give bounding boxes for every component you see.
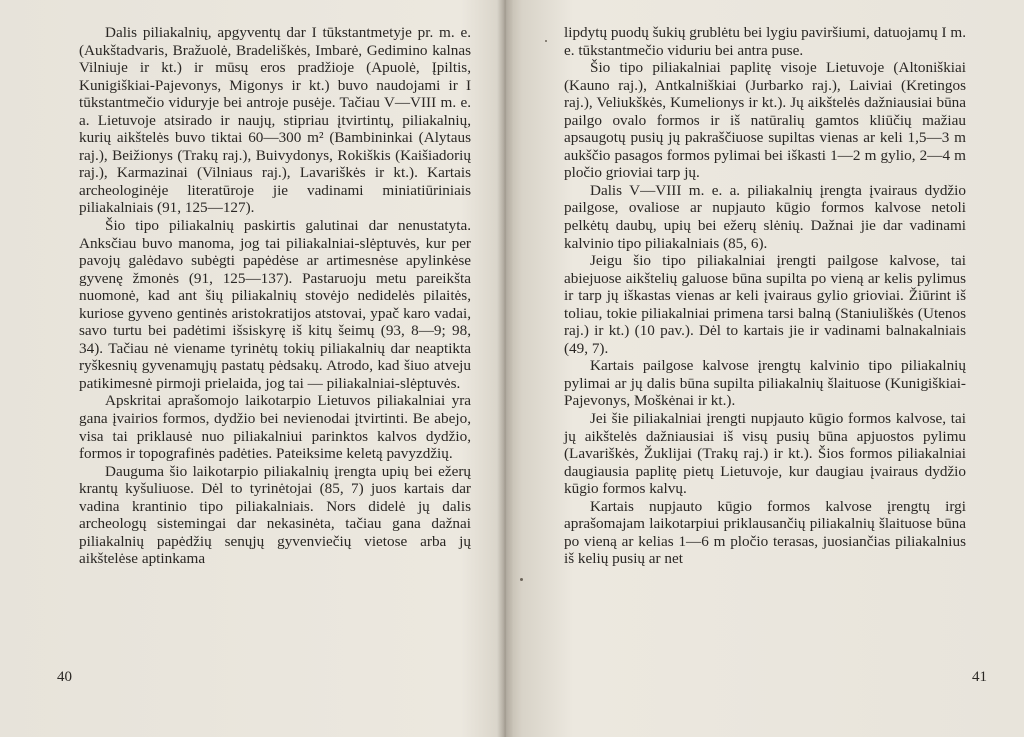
paragraph: Apskritai aprašomojo laikotarpio Lietuvos piliakalniai yra gana įvairios formos, dydžio bei nevienodai įtvirtinti. Be abejo, visa tai priklausė nuo piliakalniui parinktos kalvos dydžio, formos ir topografinės padėties. Pateiksime keletą pavyzdžių. [79,392,471,463]
paragraph: Dalis piliakalnių, apgyventų dar I tūkstantmetyje pr. m. e. (Aukštadvaris, Bražuolė, Bradeliškės, Imbarė, Gedimino kalnas Vilniuje ir kt.) ir mūsų eros pradžioje (Apuolė, Įpiltis, Kunigiškiai-Pajevonys, Migonys ir kt.) buvo naudojami ir I tūkstantmečio viduryje bei antroje pusėje. Tačiau V—VIII m. e. a. Lietuvoje atsirado ir naujų, stipriau įtvirtintų, piliakalnių, kurių aikštelės buvo tiktai 60—300 m² (Bambininkai (Alytaus raj.), Beižionys (Trakų raj.), Buivydonys, Rokiškis (Kaišiadorių raj.), Karmazinai (Vilniaus raj.), Lavariškės ir kt.). Kartais archeologinėje literatūroje jie vadinami miniatiūriniais piliakalniais (91, 125—127). [79,24,471,217]
paragraph: Šio tipo piliakalniai paplitę visoje Lietuvoje (Altoniškiai (Kauno raj.), Antkalniškiai (Jurbarko raj.), Laiviai (Kretingos raj.), Veliukškės, Kumelionys ir kt.). Jų aikštelės dažniausiai būna pailgo ovalo formos ir iš natūralių gamtos kliūčių mažiau apsaugotų pusių jų pakraščiuose supiltas vienas ar keli 1,5—3 m aukščio pasagos formos pylimai bei iškasti 1—2 m gylio, 2—4 m pločio grioviai tarp jų. [564,59,966,182]
left-page [0,0,500,737]
paragraph: Šio tipo piliakalnių paskirtis galutinai dar nenustatyta. Anksčiau buvo manoma, jog tai piliakalniai-slėptuvės, kur per pavojų galėdavo subėgti papėdėse ar artimesnėse apylinkėse gyvenę žmonės (91, 125—137). Pastaruoju metu pareikšta nuomonė, kad ant šių piliakalnių stovėjo nedidelės pilaitės, kuriose gyveno gentinės aristokratijos atstovai, ypač karo vadai, savo turtu bei padėtimi išsiskyrę iš kitų šeimų (93, 8—9; 98, 34). Tačiau nė viename tyrinėtų tokių piliakalnių dar neaptikta ryškesnių gyvenamųjų pastatų pėdsakų. Atrodo, kad šiuo atveju patikimesnė pirmoji prielaida, jog tai — piliakalniai-slėptuvės. [79,217,471,392]
page-number: 40 [57,669,72,685]
paper-speck [545,40,547,42]
paragraph: Kartais nupjauto kūgio formos kalvose įrengtų irgi aprašomajam laikotarpiui priklausančių piliakalnių šlaituose būna po vieną ar kelias 1—6 m pločio terasas, juosiančias piliakalnius iš kelių pusių ar net [564,497,966,568]
page-number: 41 [972,669,987,685]
paragraph: Kartais pailgose kalvose įrengtų kalvinio tipo piliakalnių pylimai ar jų dalis būna supilta piliakalnių šlaituose (Kunigiškiai-Pajevonys, Moškėnai ir kt.). [564,357,966,410]
left-page-text [79,24,471,568]
paragraph: Dauguma šio laikotarpio piliakalnių įrengta upių bei ežerų krantų kyšuliuose. Dėl to tyrinėtojai (85, 7) juos kartais dar vadina krantinio tipo piliakalniais. Nors didelė jų dalis archeologų sistemingai dar nekasinėta, tačiau gana dažnai piliakalnių papėdžių senųjų gyvenviečių vietose arba jų aikštelėse aptinkama [79,462,471,568]
right-page-text [564,24,966,568]
paper-speck [520,578,523,581]
paragraph: Dalis V—VIII m. e. a. piliakalnių įrengta įvairaus dydžio pailgose, ovaliose ar nupjauto kūgio formos kalvose netoli pelkėtų daubų, upių bei ežerų slėnių. Dažnai jie dar vadinami kalvinio tipo piliakalniais (85, 6). [564,181,966,252]
right-page [508,0,1024,737]
paragraph: lipdytų puodų šukių grublėtu bei lygiu paviršiumi, datuojamų I m. e. tūkstantmečio viduriu bei antra puse. [564,24,967,59]
paragraph: Jeigu šio tipo piliakalniai įrengti pailgose kalvose, tai abiejuose aikštelių galuose būna supilta po vieną ar kelis pylimus ir tarp jų iškastas vienas ar keli įvairaus gylio grioviai. Žiūrint iš toliau, tokie piliakalniai primena tarsi balną (Staniuliškės (Utenos raj.) ir kt.) (10 pav.). Dėl to kartais jie ir vadinami balnakalniais (49, 7). [564,252,966,357]
paragraph: Jei šie piliakalniai įrengti nupjauto kūgio formos kalvose, tai jų aikštelės dažniausiai iš visų pusių būna apjuostos pylimu (Lavariškės, Žuklijai (Trakų raj.) ir kt.). Šios formos piliakalniai daugiausia paplitę pietų Lietuvoje, kur daugiau įvairaus dydžio kūgio formos kalvų. [564,410,966,498]
